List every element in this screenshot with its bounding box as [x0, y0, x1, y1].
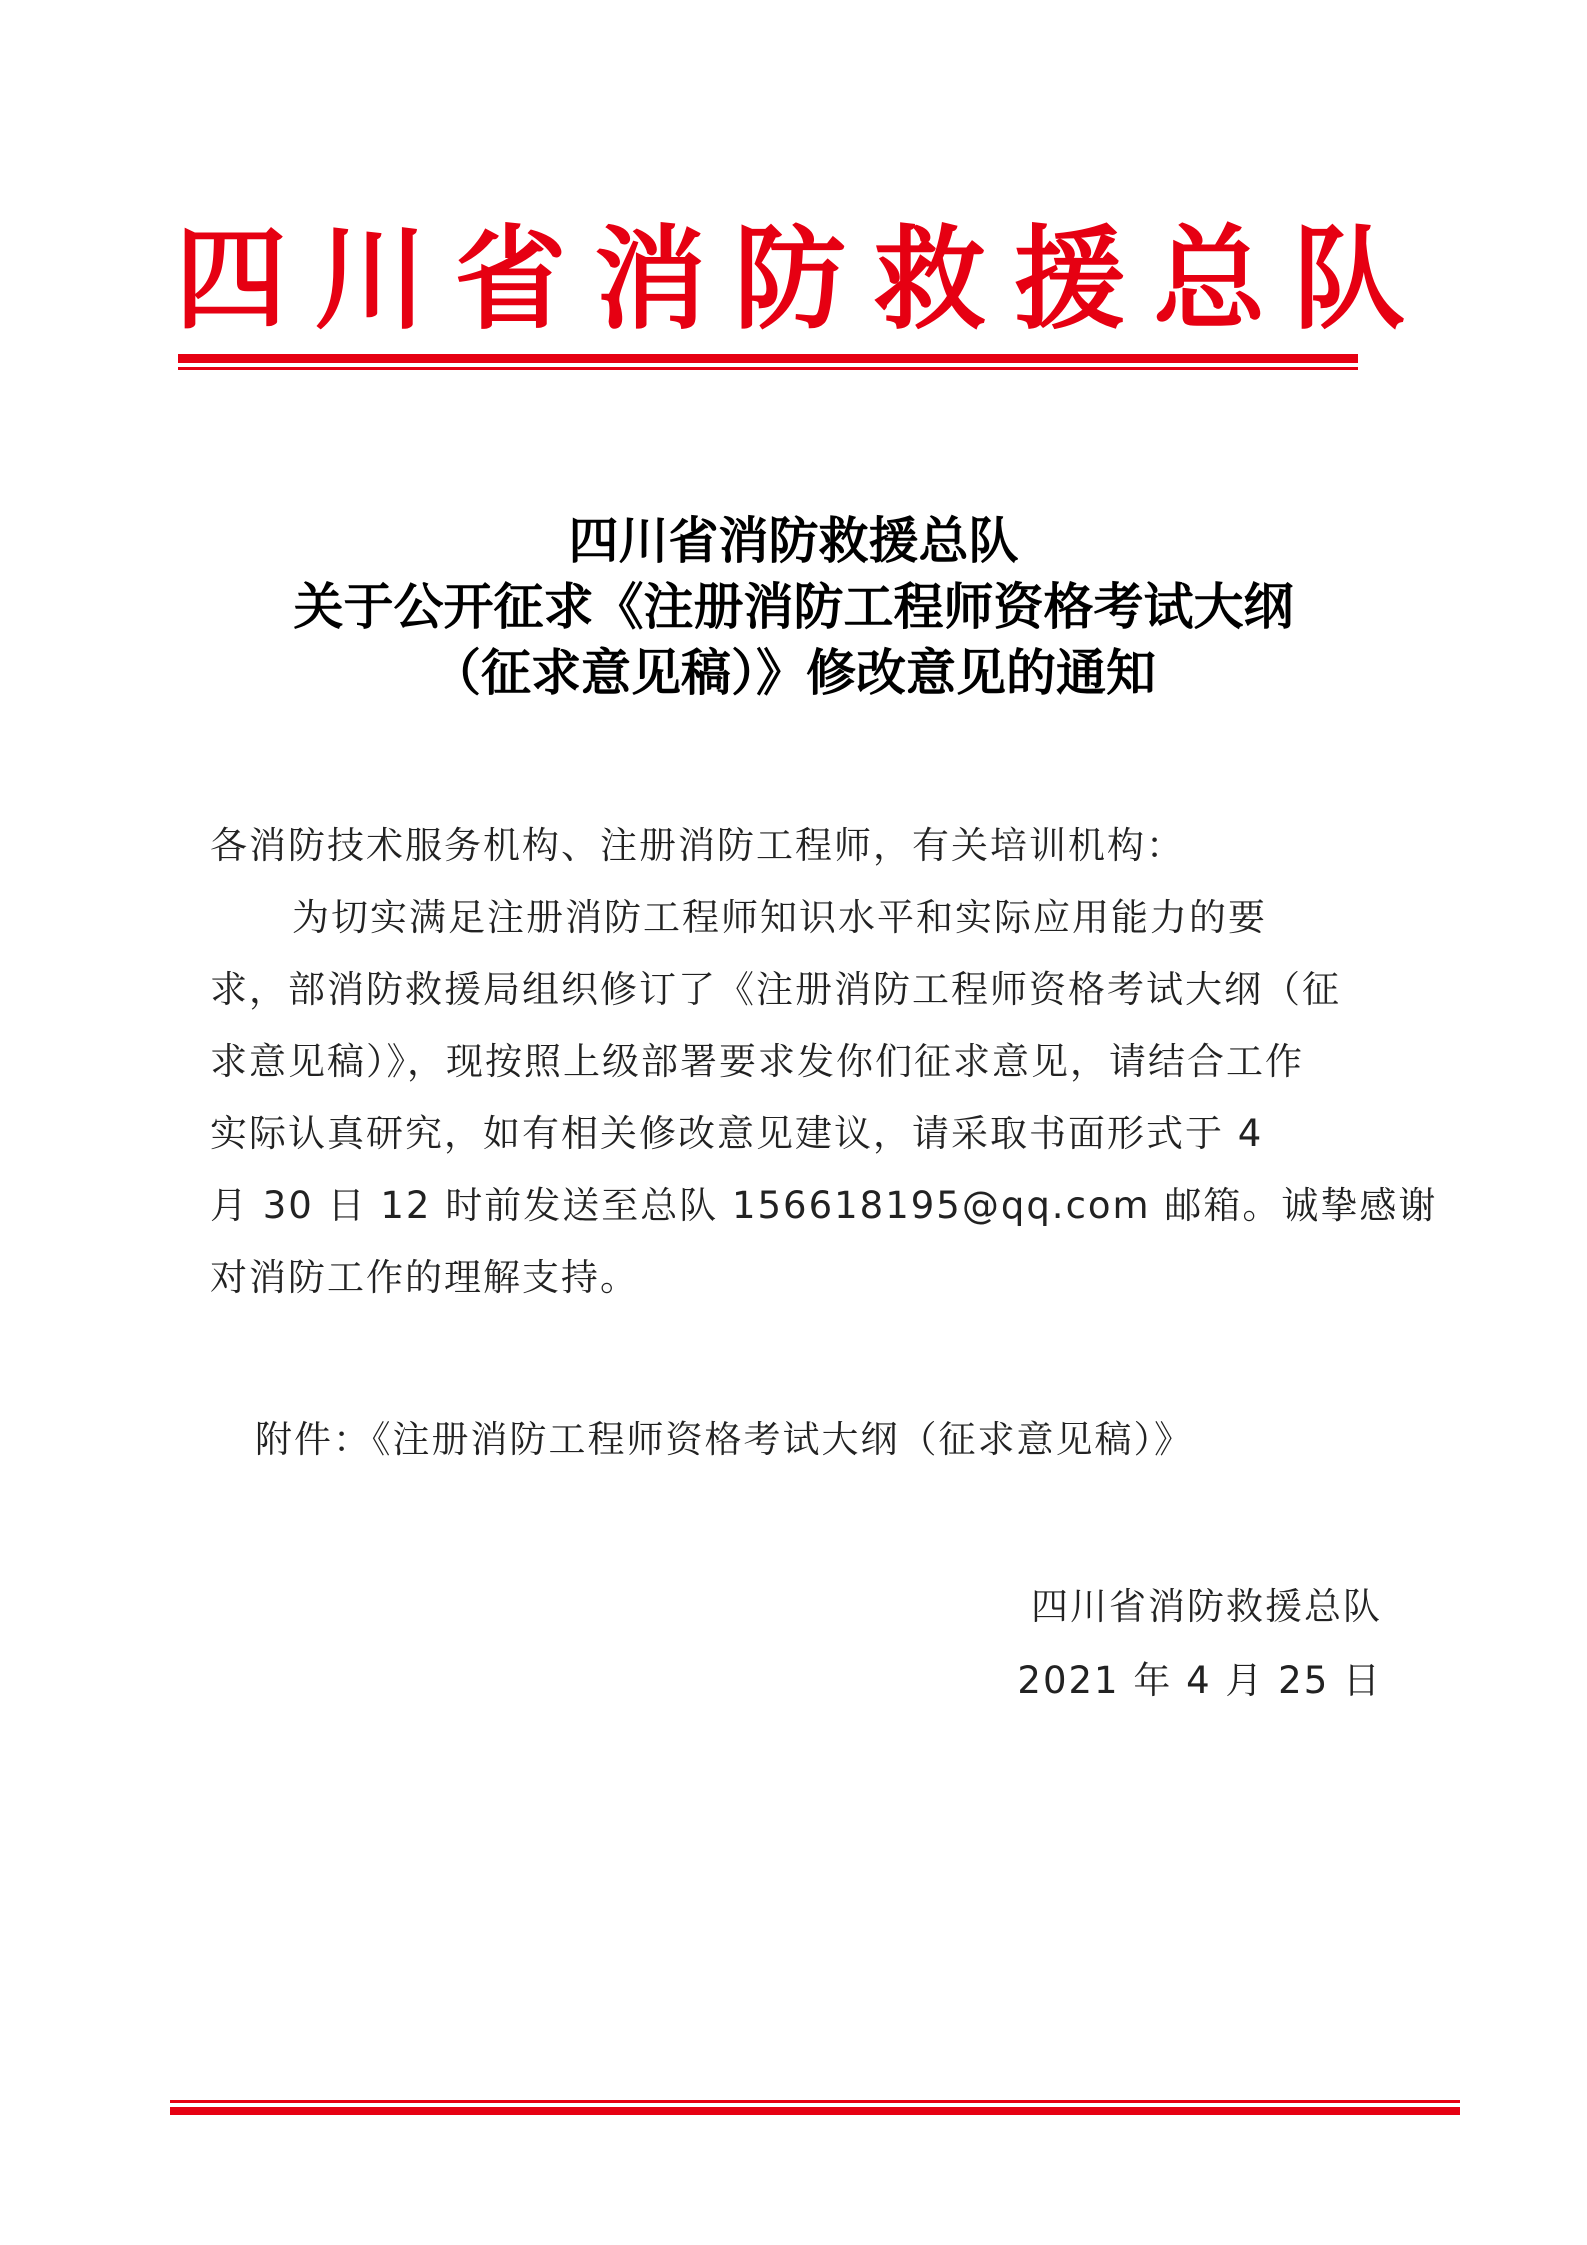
- masthead-char: 川: [314, 214, 427, 345]
- masthead-char: 援: [1013, 214, 1126, 345]
- paragraph-line: 求意见稿）》，现按照上级部署要求发你们征求意见，请结合工作: [210, 1040, 1304, 1083]
- salutation: 各消防技术服务机构、注册消防工程师，有关培训机构：: [210, 824, 1185, 867]
- title-line-3: （征求意见稿）》修改意见的通知: [431, 643, 1156, 702]
- signature-org: 四川省消防救援总队: [1031, 1585, 1382, 1628]
- paragraph-line: 对消防工作的理解支持。: [210, 1256, 639, 1299]
- masthead-char: 消: [594, 214, 707, 345]
- paragraph-line: 月 30 日 12 时前发送至总队 156618195@qq.com 邮箱。诚挚感谢: [210, 1184, 1438, 1227]
- document-body: [210, 810, 1438, 1314]
- document-title: [150, 508, 1437, 706]
- masthead-char: 四: [175, 214, 287, 345]
- paragraph-line: 为切实满足注册消防工程师知识水平和实际应用能力的要: [292, 896, 1267, 939]
- footer-red-rule-thin: [170, 2100, 1460, 2103]
- title-line-1: 四川省消防救援总队: [568, 511, 1019, 570]
- masthead-char: 救: [873, 214, 986, 345]
- title-line-2: 关于公开征求《注册消防工程师资格考试大纲: [293, 577, 1294, 636]
- footer-red-rule-thick: [170, 2107, 1460, 2115]
- masthead-char: 省: [454, 214, 567, 345]
- header-red-rule-thick: [178, 354, 1358, 363]
- masthead-char: 队: [1293, 214, 1405, 345]
- masthead-title: [175, 205, 1405, 355]
- signature-date: 2021 年 4 月 25 日: [1017, 1659, 1382, 1702]
- paragraph-line: 实际认真研究，如有相关修改意见建议，请采取书面形式于 4: [210, 1112, 1264, 1155]
- paragraph-line: 求，部消防救援局组织修订了《注册消防工程师资格考试大纲（征: [210, 968, 1341, 1011]
- masthead-char: 防: [734, 214, 846, 345]
- attachment-note: 附件：《注册消防工程师资格考试大纲（征求意见稿）》: [255, 1418, 1193, 1461]
- masthead-char: 总: [1153, 214, 1266, 345]
- signature-block: [1017, 1570, 1382, 1718]
- header-red-rule-thin: [178, 367, 1358, 370]
